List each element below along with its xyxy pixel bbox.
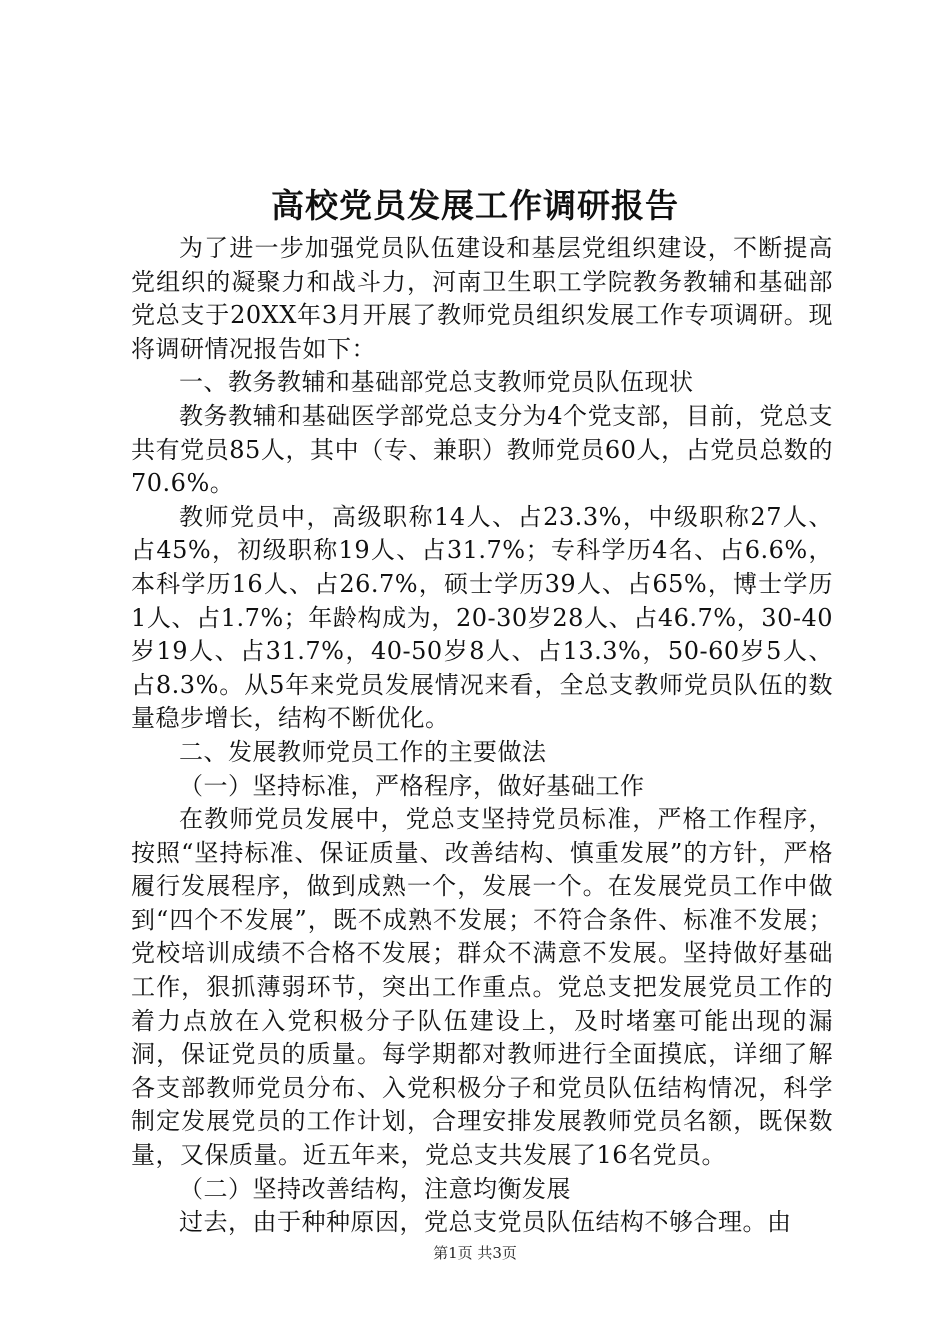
subsection-heading-1: （一）坚持标准，严格程序，做好基础工作	[179, 771, 645, 800]
page-footer	[0, 1243, 950, 1263]
body-paragraph: 过去，由于种种原因，党总支党员队伍结构不够合理。由	[179, 1208, 792, 1237]
document-title: 高校党员发展工作调研报告	[271, 186, 679, 225]
page-number-indicator: 第1页 共3页	[433, 1244, 517, 1262]
section-heading-1: 一、教务教辅和基础部党总支教师党员队伍现状	[179, 368, 694, 397]
document-body	[131, 232, 833, 1240]
section-heading-2: 二、发展教师党员工作的主要做法	[179, 737, 547, 766]
body-paragraph: 教务教辅和基础医学部党总支分为4个党支部，目前，党总支共有党员85人，其中（专、兼职）教师党员60人，占党员总数的70.6%。	[131, 401, 833, 498]
intro-paragraph: 为了进一步加强党员队伍建设和基层党组织建设，不断提高党组织的凝聚力和战斗力，河南卫生职工学院教务教辅和基础部党总支于20XX年3月开展了教师党员组织发展工作专项调研。现将调研情况报告如下：	[131, 234, 833, 363]
subsection-heading-2: （二）坚持改善结构，注意均衡发展	[179, 1174, 571, 1203]
body-paragraph: 教师党员中，高级职称14人、占23.3%，中级职称27人、占45%，初级职称19人、占31.7%；专科学历4名、占6.6%，本科学历16人、占26.7%，硕士学历39人、占65%，博士学历1人、占1.7%；年龄构成为，20-30岁28人、占46.7%，30-40岁19人、占31.7%，40-50岁8人、占13.3%，50-60岁5人、占8.3%。从5年来党员发展情况来看，全总支教师党员队伍的数量稳步增长，结构不断优化。	[131, 502, 833, 733]
body-paragraph: 在教师党员发展中，党总支坚持党员标准，严格工作程序，按照“坚持标准、保证质量、改善结构、慎重发展”的方针，严格履行发展程序，做到成熟一个，发展一个。在发展党员工作中做到“四个不发展”，既不成熟不发展；不符合条件、标准不发展；党校培训成绩不合格不发展；群众不满意不发展。坚持做好基础工作，狠抓薄弱环节，突出工作重点。党总支把发展党员工作的着力点放在入党积极分子队伍建设上，及时堵塞可能出现的漏洞，保证党员的质量。每学期都对教师进行全面摸底，详细了解各支部教师党员分布、入党积极分子和党员队伍结构情况，科学制定发展党员的工作计划，合理安排发展教师党员名额，既保数量，又保质量。近五年来，党总支共发展了16名党员。	[131, 805, 833, 1170]
